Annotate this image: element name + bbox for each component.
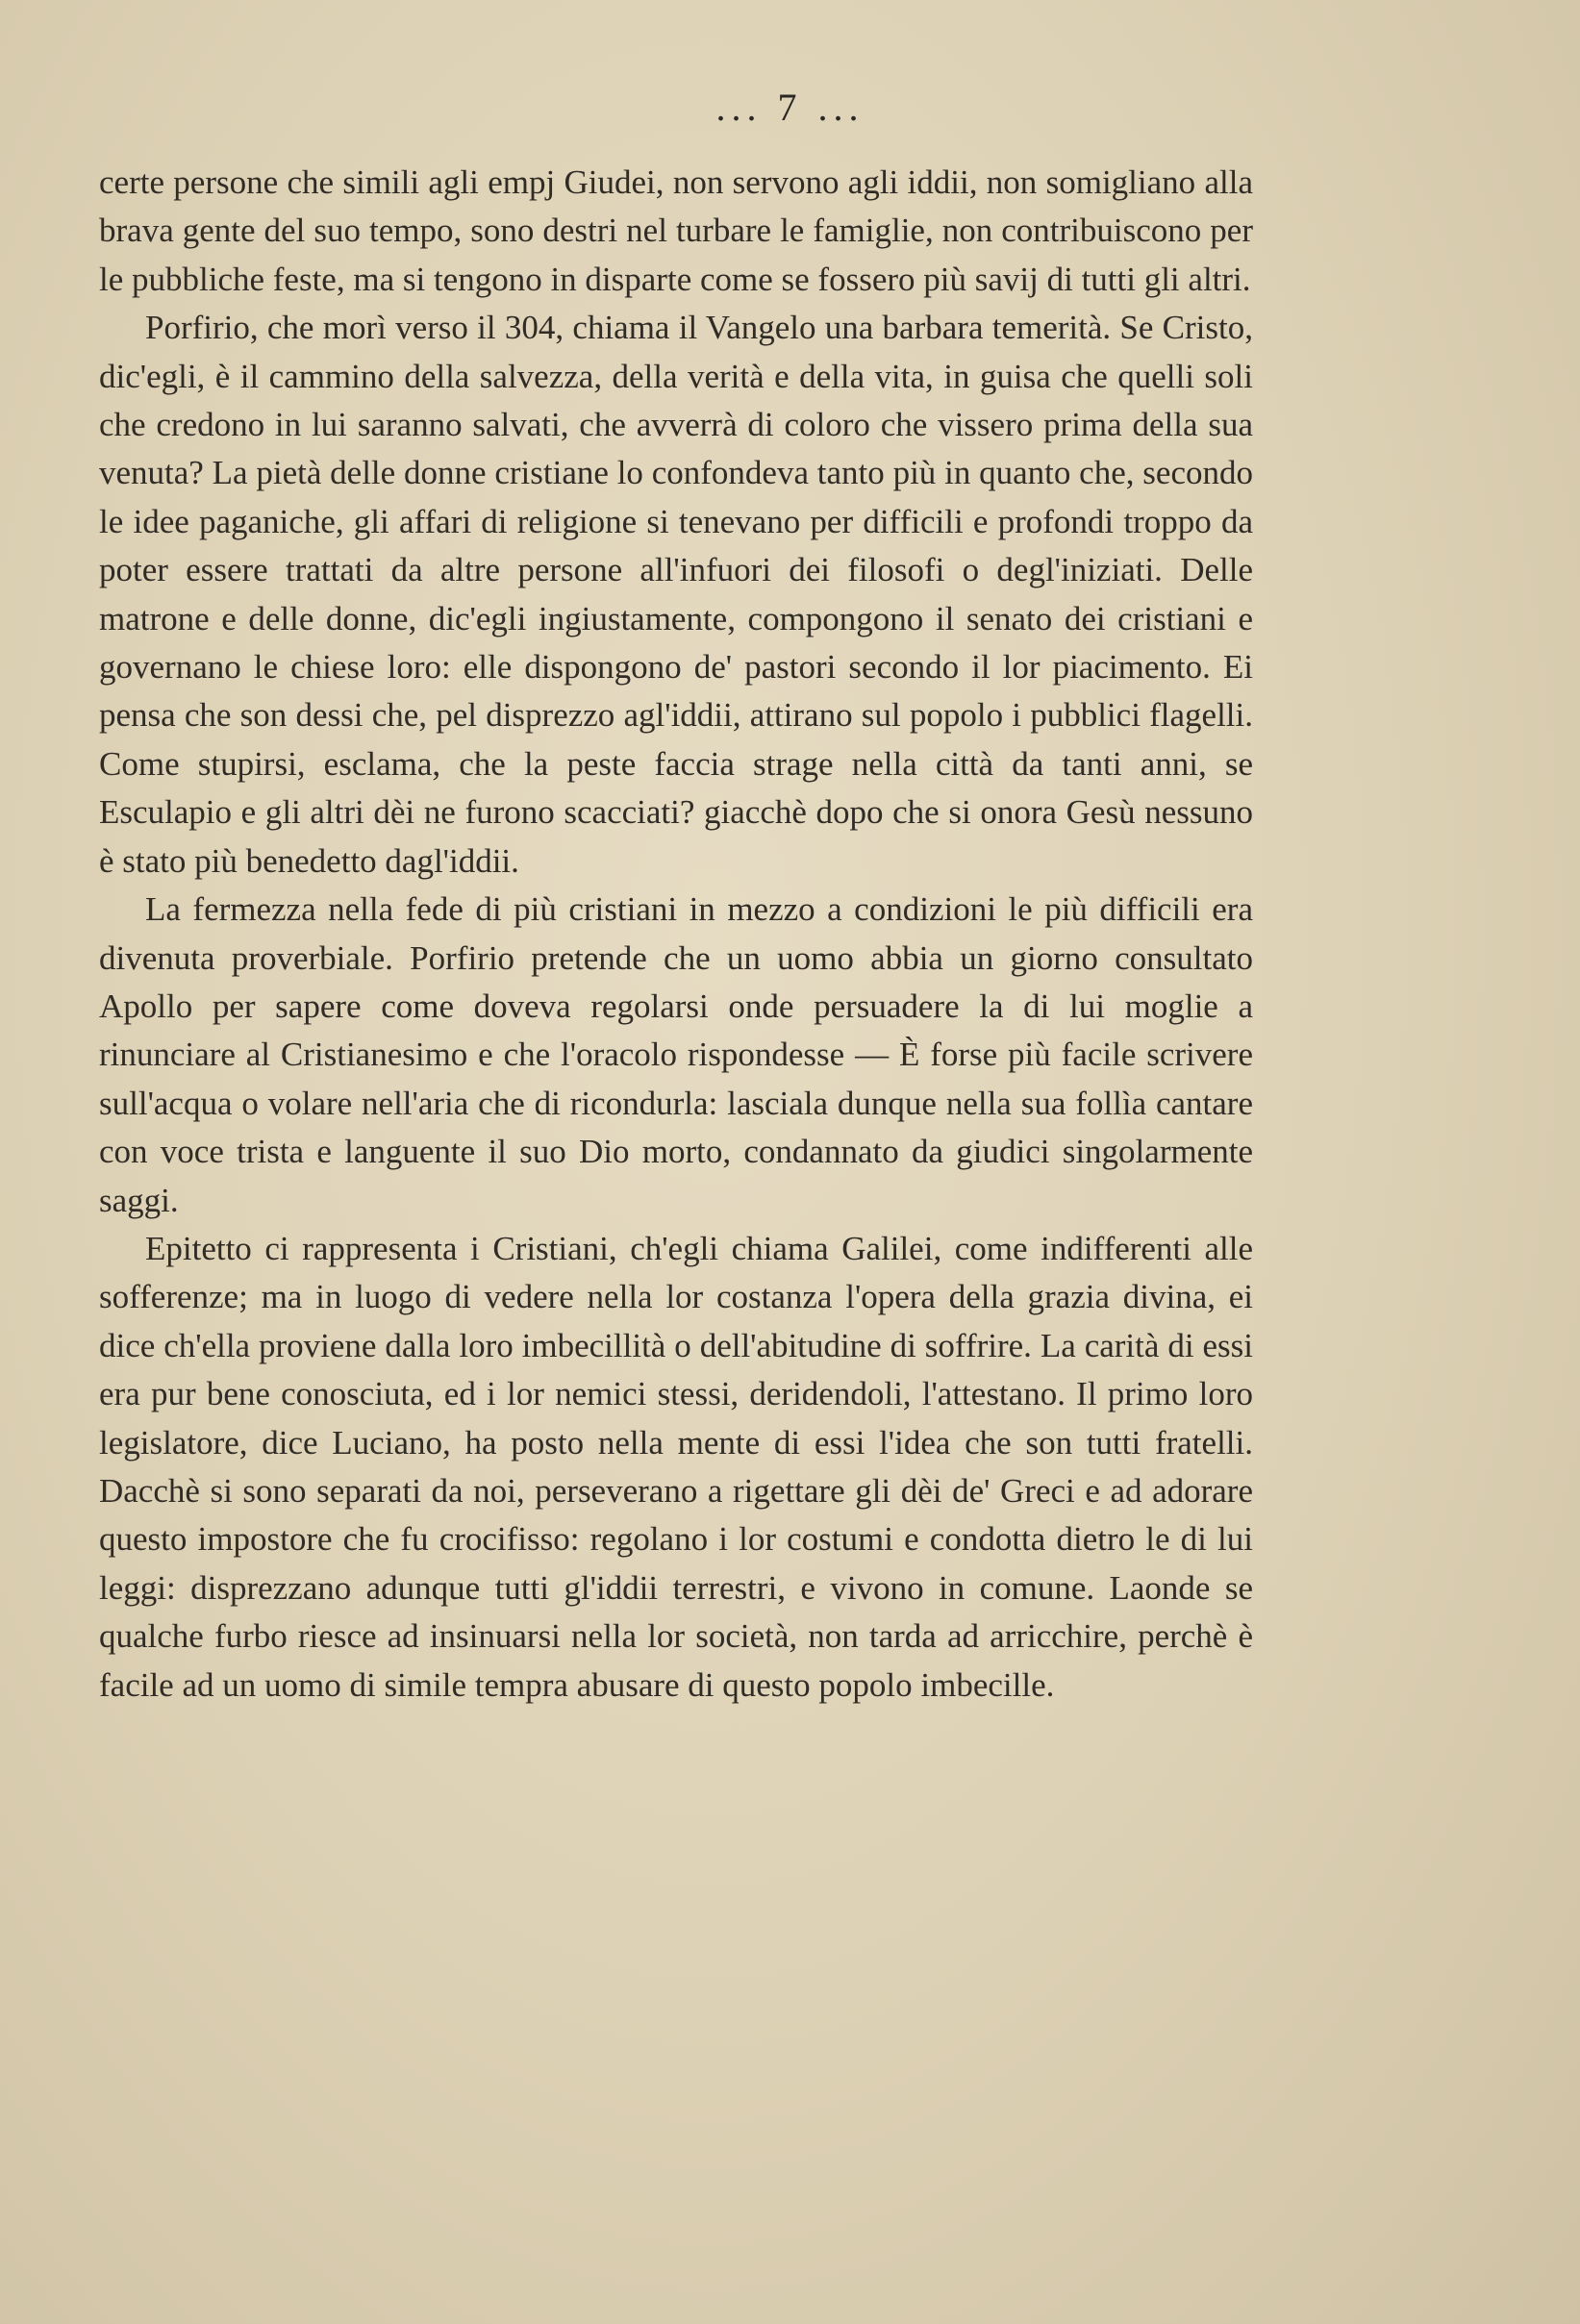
paragraph: La fermezza nella fede di più cristiani in mezzo a condizioni le più difficili era divenuta proverbiale. Porfirio pretende che un uomo abbia un giorno consultato Apollo per sapere come doveva regolarsi onde persuadere la di lui moglie a rinunciare al Cristianesimo e che l'oracolo rispondesse — È forse più facile scrivere sull'acqua o volare nell'aria che di ricondurla: lasciala dunque nella sua follìa cantare con voce trista e languente il suo Dio morto, condannato da giudici singolarmente saggi.	[99, 890, 1253, 1219]
paragraph: Porfirio, che morì verso il 304, chiama il Vangelo una barbara temerità. Se Cristo, dic'egli, è il cammino della salvezza, della verità e della vita, in guisa che quelli soli che credono in lui saranno salvati, che avverrà di coloro che vissero prima della sua venuta? La pietà delle donne cristiane lo confondeva tanto più in quanto che, secondo le idee paganiche, gli affari di religione si tenevano per difficili e profondi troppo da poter essere trattati da altre persone all'infuori dei filosofi o degl'iniziati. Delle matrone e delle donne, dic'egli ingiustamente, compongono il senato dei cristiani e governano le chiese loro: elle dispongono de' pastori secondo il lor piacimento. Ei pensa che son dessi che, pel disprezzo agl'iddii, attirano sul popolo i pubblici flagelli. Come stupirsi, esclama, che la peste faccia strage nella città da tanti anni, se Esculapio e gli altri dèi ne furono scacciati? giacchè dopo che si onora Gesù nessuno è stato più benedetto dagl'iddii.	[99, 309, 1253, 880]
body-text	[99, 159, 1253, 1710]
paragraph: Epitetto ci rappresenta i Cristiani, ch'egli chiama Galilei, come indifferenti alle sofferenze; ma in luogo di vedere nella lor costanza l'opera della grazia divina, ei dice ch'ella proviene dalla loro imbecillità o dell'abitudine di soffrire. La carità di essi era pur bene conosciuta, ed i lor nemici stessi, deridendoli, l'attestano. Il primo loro legislatore, dice Luciano, ha posto nella mente di essi l'idea che son tutti fratelli. Dacchè si sono separati da noi, perseverano a rigettare gli dèi de' Greci e ad adorare questo impostore che fu crocifisso: regolano i lor costumi e condotta dietro le di lui leggi: disprezzano adunque tutti gl'iddii terrestri, e vivono in comune. Laonde se qualche furbo riesce ad insinuarsi nella lor società, non tarda ad arricchire, perchè è facile ad un uomo di simile tempra abusare di questo popolo imbecille.	[99, 1229, 1253, 1704]
page-number-header: ... 7 ...	[715, 86, 865, 129]
paragraph: certe persone che simili agli empj Giudei, non servono agli iddii, non somigliano alla brava gente del suo tempo, sono destri nel turbare le famiglie, non contribuiscono per le pubbliche feste, ma si tengono in disparte come se fossero più savij di tutti gli altri.	[99, 163, 1253, 298]
